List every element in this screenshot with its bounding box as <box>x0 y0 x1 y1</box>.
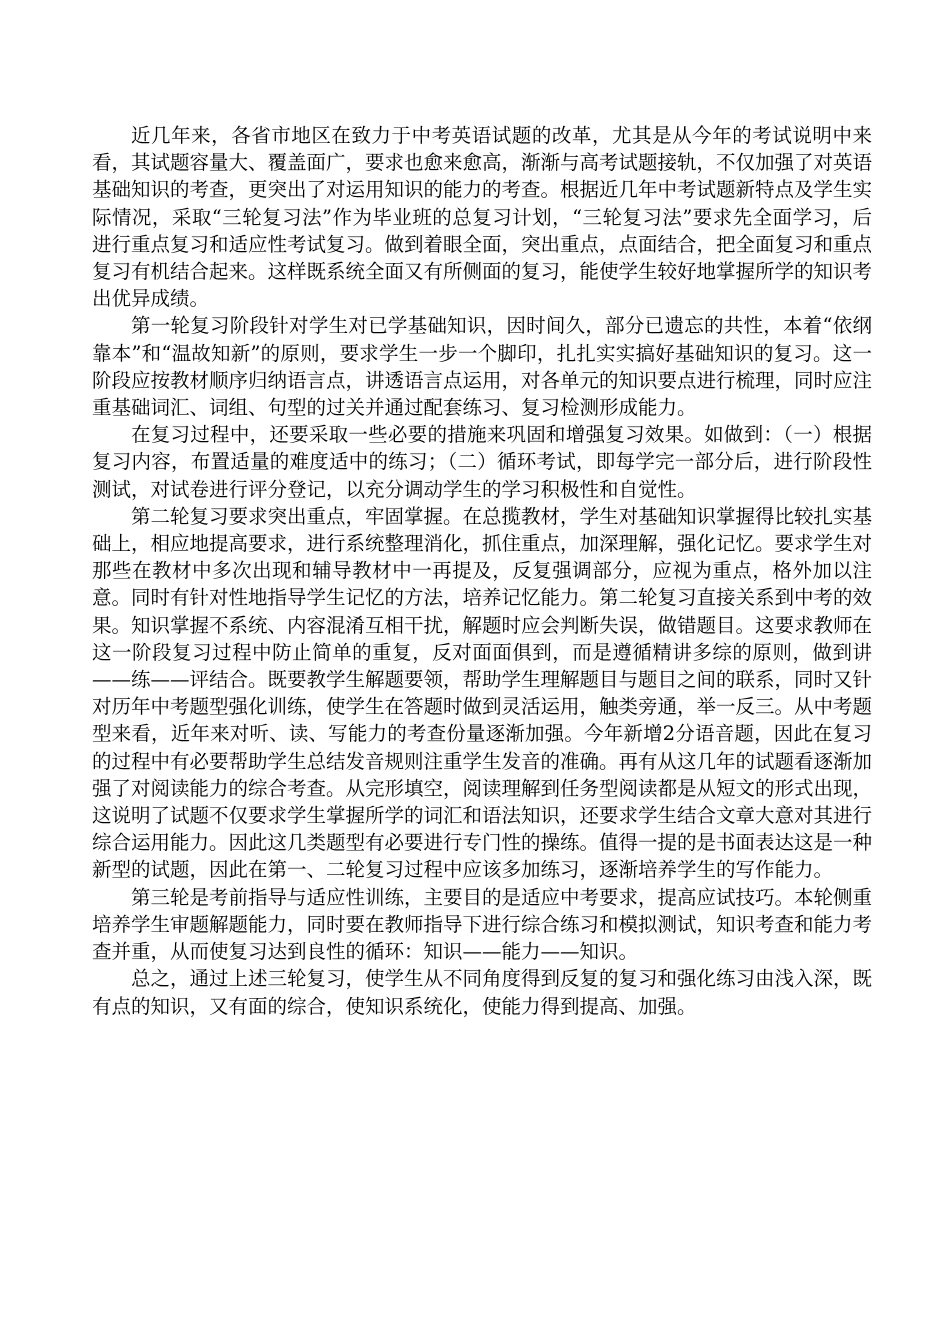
paragraph-intro: 近几年来，各省市地区在致力于中考英语试题的改革，尤其是从今年的考试说明中来看，其试题容量大、覆盖面广，要求也愈来愈高，渐渐与高考试题接轨，不仅加强了对英语基础知识的考查，更突出了对运用知识的能力的考查。根据近几年中考试题新特点及学生实际情况，采取“三轮复习法”作为毕业班的总复习计划，“三轮复习法”要求先全面学习，后进行重点复习和适应性考试复习。做到着眼全面，突出重点，点面结合，把全面复习和重点复习有机结合起来。这样既系统全面又有所侧面的复习，能使学生较好地掌握所学的知识考出优异成绩。 <box>92 124 873 311</box>
paragraph-review-measures: 在复习过程中，还要采取一些必要的措施来巩固和增强复习效果。如做到：（一）根据复习内容，布置适量的难度适中的练习；（二）循环考试，即每学完一部分后，进行阶段性测试，对试卷进行评分登记，以充分调动学生的学习积极性和自觉性。 <box>92 423 872 501</box>
paragraph-first-round: 第一轮复习阶段针对学生对已学基础知识，因时间久，部分已遗忘的共性，本着“依纲靠本”和“温故知新”的原则，要求学生一步一个脚印，扎扎实实搞好基础知识的复习。这一阶段应按教材顺序归纳语言点，讲透语言点运用，对各单元的知识要点进行梳理，同时应注重基础词汇、词组、句型的过关并通过配套练习、复习检测形成能力。 <box>92 314 873 420</box>
paragraph-second-round: 第二轮复习要求突出重点，牢固掌握。在总揽教材，学生对基础知识掌握得比较扎实基础上，相应地提高要求，进行系统整理消化，抓住重点，加深理解，强化记忆。要求学生对那些在教材中多次出现和辅导教材中一再提及，反复强调部分，应视为重点，格外加以注意。同时有针对性地指导学生记忆的方法，培养记忆能力。第二轮复习直接关系到中考的效果。知识掌握不系统、内容混淆互相干扰，解题时应会判断失误，做错题目。这要求教师在这一阶段复习过程中防止简单的重复，反对面面俱到，而是遵循精讲多综的原则，做到讲——练——评结合。既要教学生解题要领，帮助学生理解题目与题目之间的联系，同时又针对历年中考题型强化训练，使学生在答题时做到灵活运用，触类旁通，举一反三。从中考题型来看，近年来对听、读、写能力的考查份量逐渐加强。今年新增2分语音题，因此在复习的过程中有必要帮助学生总结发音规则注重学生发音的准确。再有从这几年的试题看逐渐加强了对阅读能力的综合考查。从完形填空，阅读理解到任务型阅读都是从短文的形式出现，这说明了试题不仅要求学生掌握所学的词汇和语法知识，还要求学生结合文章大意对其进行综合运用能力。因此这几类题型有必要进行专门性的操练。值得一提的是书面表达这是一种新型的试题，因此在第一、二轮复习过程中应该多加练习，逐渐培养学生的写作能力。 <box>92 504 873 882</box>
paragraph-third-round: 第三轮是考前指导与适应性训练，主要目的是适应中考要求，提高应试技巧。本轮侧重培养学生审题解题能力，同时要在教师指导下进行综合练习和模拟测试，知识考查和能力考查并重，从而使复习达到良性的循环：知识——能力——知识。 <box>92 885 873 964</box>
paragraph-conclusion: 总之，通过上述三轮复习，使学生从不同角度得到反复的复习和强化练习由浅入深，既有点的知识，又有面的综合，使知识系统化，使能力得到提高、加强。 <box>92 967 873 1018</box>
document-body <box>92 122 872 1020</box>
